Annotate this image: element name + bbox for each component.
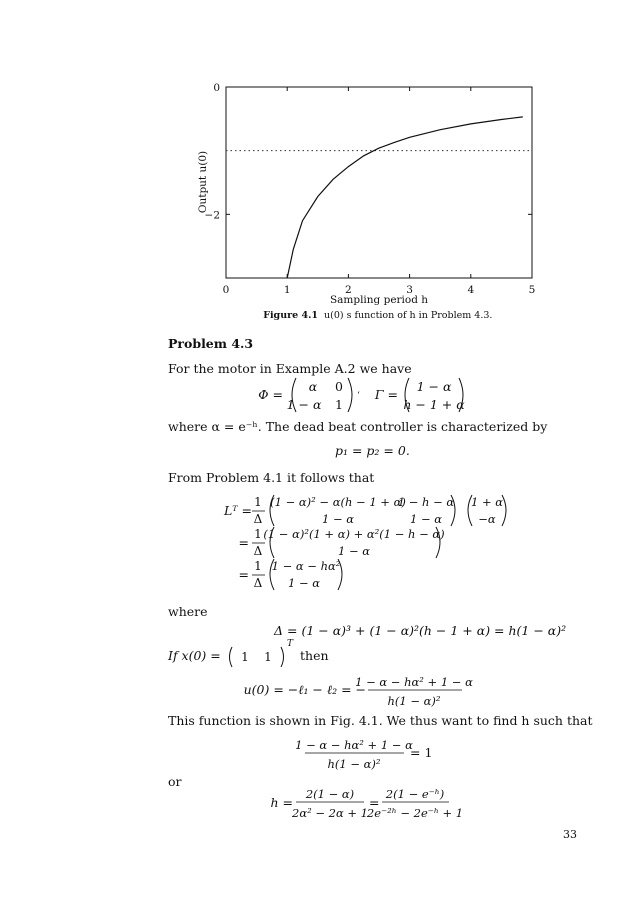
h-lhs: h = <box>270 795 293 810</box>
poles-equation: p₁ = p₂ = 0. <box>335 443 410 458</box>
u0-curve <box>287 117 523 278</box>
x0-a2: 1 <box>264 650 272 664</box>
condition-equation <box>0 734 638 774</box>
problem-heading: Problem 4.3 <box>168 336 254 351</box>
x-tick-label: 1 <box>283 284 291 296</box>
h-num1: 2(1 − α) <box>305 787 355 801</box>
x0-right-bracket <box>281 647 284 667</box>
x0-left-bracket <box>230 647 233 667</box>
cond-rhs: = 1 <box>410 745 433 760</box>
lt3-top: 1 − α − hα² <box>271 559 341 573</box>
phi-right-bracket <box>348 378 352 412</box>
lt-r2c1: 1 − α <box>321 512 355 526</box>
if-x0-prefix: If x(0) = <box>168 648 221 663</box>
figure-caption-text: u(0) s function of h in Problem 4.3. <box>324 310 493 321</box>
plot-frame <box>226 87 532 278</box>
shown-text: This function is shown in Fig. 4.1. We thus want to find h such that <box>168 713 593 728</box>
x-tick-label: 3 <box>406 284 413 296</box>
frac3-den: Δ <box>253 576 263 590</box>
frac2-num: 1 <box>254 527 262 541</box>
figure-4-1 <box>0 0 638 330</box>
x-tick-label: 4 <box>467 284 475 296</box>
gamma-a2: h − 1 + α <box>403 397 465 412</box>
h-num2: 2(1 − e⁻ʰ) <box>385 787 445 801</box>
gamma-lhs: Γ = <box>374 387 398 402</box>
frac3-num: 1 <box>254 559 262 573</box>
lt-derivation <box>0 488 638 600</box>
cond-num: 1 − α − hα² + 1 − α <box>295 738 413 752</box>
eq3-sign: = <box>238 567 249 582</box>
phi-gamma-equation <box>0 370 638 420</box>
phi-a11: α <box>308 379 318 394</box>
y-tick-label: −2 <box>204 209 220 222</box>
lt-r1c2: 1 − h − α <box>397 495 455 509</box>
phi-a21: 1 − α <box>286 397 322 412</box>
frac1-num: 1 <box>254 495 262 509</box>
delta-equation: Δ = (1 − α)³ + (1 − α)²(h − 1 + α) = h(1 − α)² <box>274 623 567 638</box>
where-alpha-text: where α = e⁻ʰ. The dead beat controller is characterized by <box>168 419 548 434</box>
or-text: or <box>168 774 182 789</box>
x-tick-label: 0 <box>222 284 230 296</box>
lt2-top: (1 − α)²(1 + α) + α²(1 − h − α) <box>263 527 445 541</box>
h-den2: 2e⁻²ʰ − 2e⁻ʰ + 1 <box>366 806 464 820</box>
h-eq: = <box>369 795 380 810</box>
phi-comma: ‘ <box>357 391 360 401</box>
frac2-den: Δ <box>253 544 263 558</box>
eq2-sign: = <box>238 535 249 550</box>
then-text: then <box>300 648 329 663</box>
figure-caption-label: Figure 4.1 <box>263 310 318 321</box>
lt2-bottom: 1 − α <box>337 544 371 558</box>
lt-lhs: Lᵀ = <box>224 503 252 518</box>
x-tick-label: 2 <box>345 284 352 296</box>
phi-a22: 1 <box>335 397 343 412</box>
gamma-a1: 1 − α <box>416 379 452 394</box>
cond-den: h(1 − α)² <box>327 757 381 771</box>
h-equation <box>0 784 638 824</box>
where-text: where <box>168 604 208 619</box>
x0-transpose: T <box>287 639 294 649</box>
u0-lhs: u(0) = −ℓ₁ − ℓ₂ = − <box>243 682 366 697</box>
vec-bottom: −α <box>478 512 496 526</box>
u0-den: h(1 − α)² <box>387 694 441 708</box>
x-axis-ticks <box>223 87 536 296</box>
phi-lhs: Φ = <box>258 387 283 402</box>
intro-text: For the motor in Example A.2 we have <box>168 361 412 376</box>
u0-num: 1 − α − hα² + 1 − α <box>355 675 473 689</box>
lt-r1c1: (1 − α)² − α(h − 1 + α) <box>270 495 406 509</box>
y-tick-label: 0 <box>213 82 220 94</box>
lt-r2c2: 1 − α <box>409 512 443 526</box>
u0-equation <box>0 672 638 712</box>
x-tick-label: 5 <box>528 284 536 296</box>
from-problem-text: From Problem 4.1 it follows that <box>168 470 375 485</box>
frac1-den: Δ <box>253 512 263 526</box>
phi-a12: 0 <box>335 379 343 394</box>
x-axis-label: Sampling period h <box>329 294 429 306</box>
y-axis-label: Output u(0) <box>197 150 209 214</box>
x0-a1: 1 <box>241 650 249 664</box>
page-number: 33 <box>563 828 577 841</box>
lt3-bottom: 1 − α <box>287 576 321 590</box>
y-axis-ticks <box>205 82 532 221</box>
h-den1: 2α² − 2α + 1 <box>292 806 368 820</box>
vec-top: 1 + α <box>470 495 504 509</box>
